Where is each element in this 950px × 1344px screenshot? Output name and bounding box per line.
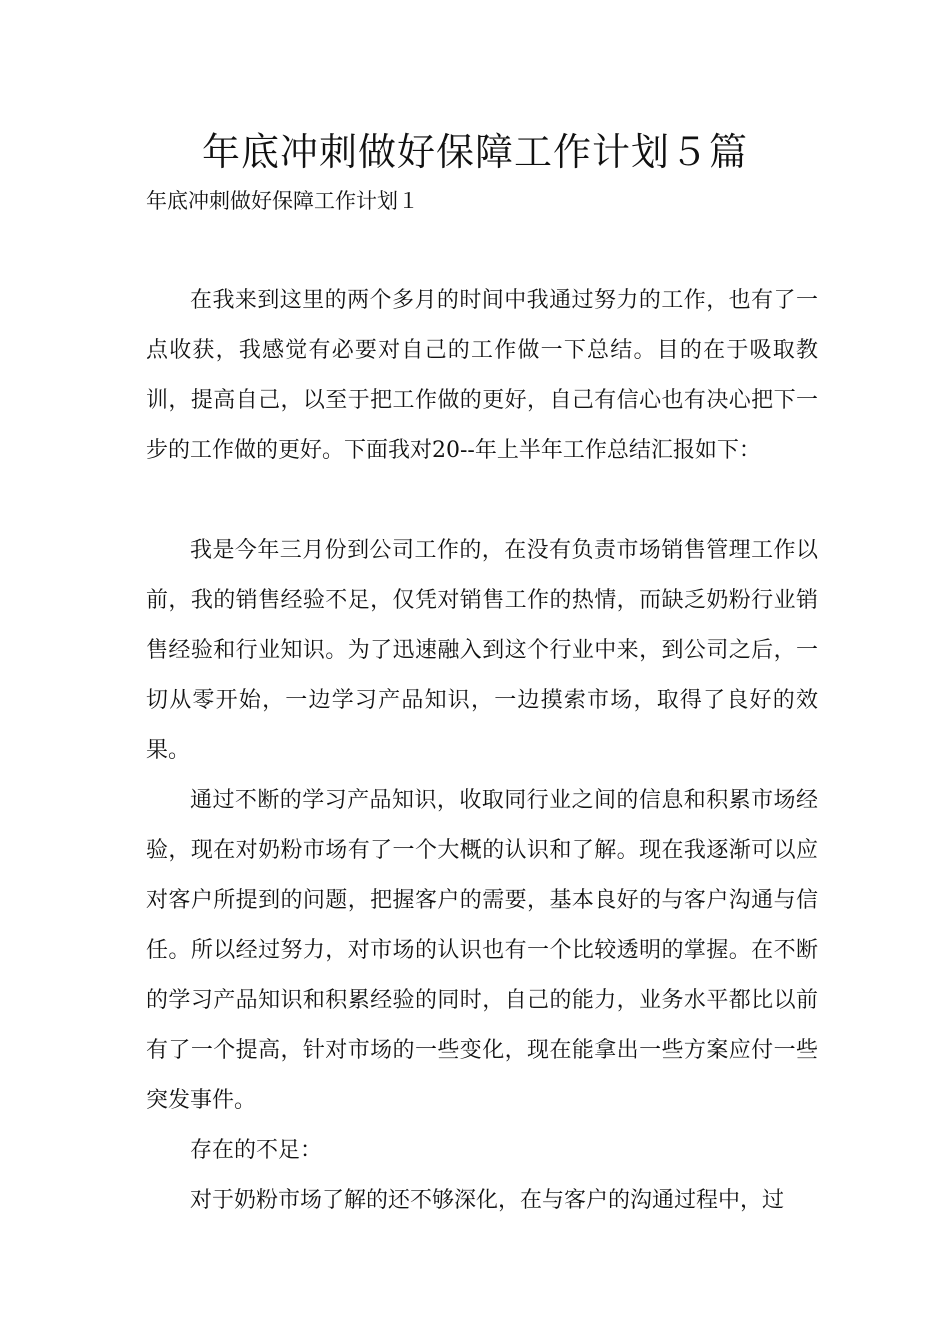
paragraph-block-1 [146, 276, 818, 476]
paragraph: 在我来到这里的两个多月的时间中我通过努力的工作，也有了一点收获，我感觉有必要对自己的工作做一下总结。目的在于吸取教训，提高自己，以至于把工作做的更好，自己有信心也有决心把下一步的工作做的更好。下面我对20--年上半年工作总结汇报如下： [146, 288, 818, 463]
document-title: 年底冲刺做好保障工作计划５篇 [201, 130, 748, 174]
paragraph-block-2 [146, 526, 818, 1226]
paragraph: 对于奶粉市场了解的还不够深化，在与客户的沟通过程中，过 [190, 1188, 785, 1213]
paragraph: 存在的不足： [190, 1138, 323, 1163]
paragraph: 我是今年三月份到公司工作的，在没有负责市场销售管理工作以前，我的销售经验不足，仅凭对销售工作的热情，而缺乏奶粉行业销售经验和行业知识。为了迅速融入到这个行业中来，到公司之后，一切从零开始，一边学习产品知识，一边摸索市场，取得了良好的效果。 [146, 538, 818, 763]
document-subtitle: 年底冲刺做好保障工作计划１ [146, 189, 419, 213]
paragraph: 通过不断的学习产品知识，收取同行业之间的信息和积累市场经验，现在对奶粉市场有了一个大概的认识和了解。现在我逐渐可以应对客户所提到的问题，把握客户的需要，基本良好的与客户沟通与信任。所以经过努力，对市场的认识也有一个比较透明的掌握。在不断的学习产品知识和积累经验的同时，自己的能力，业务水平都比以前有了一个提高，针对市场的一些变化，现在能拿出一些方案应付一些突发事件。 [146, 788, 818, 1113]
